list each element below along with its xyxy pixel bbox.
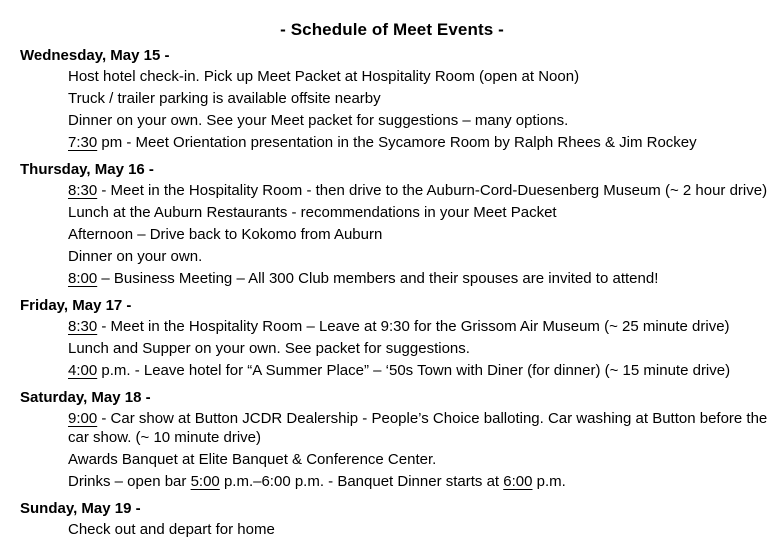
item-text: p.m. - Leave hotel for “A Summer Place” – ‘50s Town with Diner (for dinner) (~ 15 minute drive)	[97, 362, 731, 379]
item-text: Awards Banquet at Elite Banquet & Conference Center.	[68, 451, 437, 468]
schedule-sections	[0, 46, 784, 542]
schedule-item	[68, 181, 784, 200]
time-underlined: 8:30	[68, 318, 98, 335]
item-text: Host hotel check-in. Pick up Meet Packet at Hospitality Room (open at Noon)	[68, 68, 580, 85]
item-text: p.m.	[532, 473, 566, 490]
day-heading: Saturday, May 18 -	[20, 389, 151, 406]
time-underlined: 4:00	[68, 362, 98, 379]
item-text: – Business Meeting – All 300 Club members and their spouses are invited to attend!	[97, 270, 659, 287]
item-text: - Meet in the Hospitality Room – Leave at 9:30 for the Grissom Air Museum (~ 25 minute drive)	[97, 318, 730, 335]
schedule-item	[68, 111, 784, 130]
item-text: - Car show at Button JCDR Dealership - People’s Choice balloting. Car washing at Button before the	[97, 410, 768, 427]
item-text: Truck / trailer parking is available offsite nearby	[68, 90, 381, 107]
time-underlined: 8:00	[68, 270, 98, 287]
item-text: Check out and depart for home	[68, 521, 275, 538]
schedule-section	[0, 291, 784, 383]
schedule-section	[0, 494, 784, 542]
item-text: Dinner on your own. See your Meet packet for suggestions – many options.	[68, 112, 569, 129]
item-text: Dinner on your own.	[68, 248, 203, 265]
time-underlined: 9:00	[68, 410, 98, 427]
schedule-item	[68, 133, 784, 152]
schedule-section	[0, 383, 784, 494]
item-text: Lunch at the Auburn Restaurants - recommendations in your Meet Packet	[68, 204, 557, 221]
item-text: Drinks – open bar	[68, 473, 191, 490]
time-underlined: 5:00	[190, 473, 220, 490]
schedule-item	[68, 472, 784, 491]
item-text: p.m.–6:00 p.m. - Banquet Dinner starts at	[219, 473, 504, 490]
item-text: pm - Meet Orientation presentation in the Sycamore Room by Ralph Rhees & Jim Rockey	[97, 134, 697, 151]
day-heading: Sunday, May 19 -	[20, 500, 141, 517]
schedule-item	[68, 225, 784, 244]
schedule-item	[68, 269, 784, 288]
day-heading: Wednesday, May 15 -	[20, 47, 170, 64]
item-text: - Meet in the Hospitality Room - then drive to the Auburn-Cord-Duesenberg Museum (~ 2 hour drive)	[97, 182, 768, 199]
time-underlined: 8:30	[68, 182, 98, 199]
item-text: Afternoon – Drive back to Kokomo from Auburn	[68, 226, 383, 243]
schedule-item	[68, 203, 784, 222]
schedule-item	[68, 450, 784, 469]
schedule-item	[68, 520, 784, 539]
schedule-section	[0, 155, 784, 291]
schedule-item	[68, 317, 784, 336]
day-heading: Friday, May 17 -	[20, 297, 132, 314]
schedule-item	[68, 89, 784, 108]
schedule-item	[68, 339, 784, 358]
time-underlined: 6:00	[503, 473, 533, 490]
day-heading: Thursday, May 16 -	[20, 161, 154, 178]
schedule-item	[68, 409, 784, 447]
time-underlined: 7:30	[68, 134, 98, 151]
schedule-item	[68, 247, 784, 266]
item-text: car show. (~ 10 minute drive)	[68, 429, 262, 446]
schedule-section	[0, 46, 784, 155]
schedule-item	[68, 361, 784, 380]
schedule-item	[68, 67, 784, 86]
item-text: Lunch and Supper on your own. See packet for suggestions.	[68, 340, 470, 357]
page-title: - Schedule of Meet Events -	[280, 20, 504, 39]
